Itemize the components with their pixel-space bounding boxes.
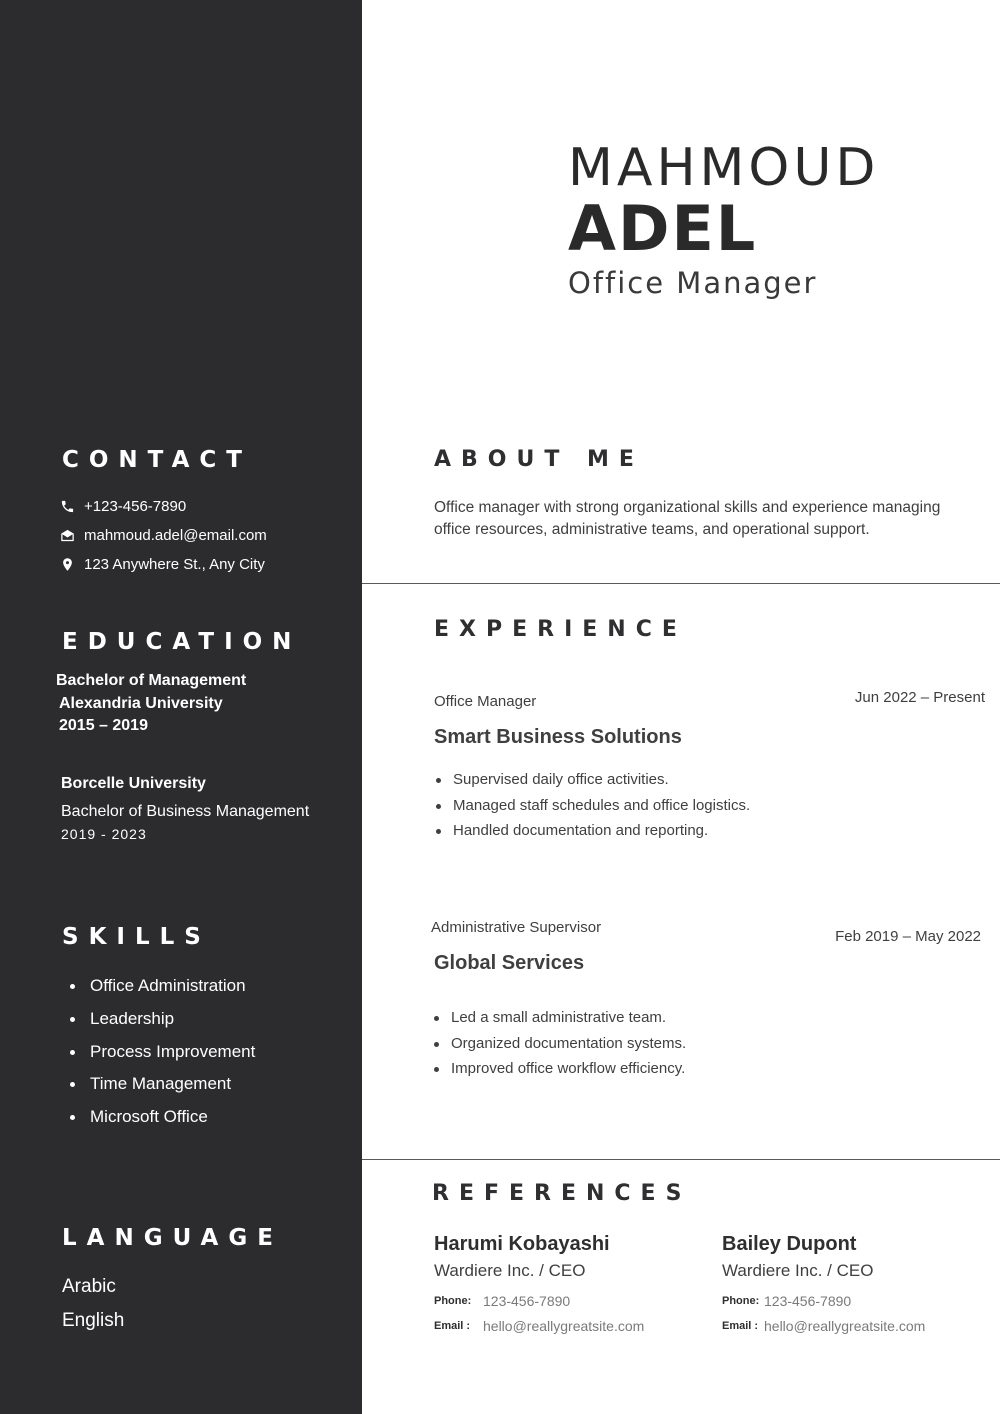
first-name: MAHMOUD: [568, 138, 880, 198]
bullet-text: Improved office workflow efficiency.: [451, 1060, 686, 1077]
language-heading: LANGUAGE: [62, 1225, 283, 1251]
reference-name-2: Bailey Dupont: [722, 1233, 857, 1255]
list-item: [434, 1008, 686, 1034]
bullet: [70, 1017, 75, 1022]
divider: [362, 1159, 1000, 1160]
job-title-2: Administrative Supervisor: [431, 919, 602, 936]
education-heading: EDUCATION: [62, 629, 302, 655]
reference-phone-label-1: Phone:: [434, 1295, 472, 1307]
phone-icon: [58, 497, 76, 515]
reference-phone-1[interactable]: 123-456-7890: [483, 1293, 571, 1309]
about-heading: ABOUT ME: [434, 447, 644, 472]
education-school-2: Borcelle University: [61, 775, 206, 792]
last-name: ADEL: [568, 192, 758, 265]
job-date-2: Feb 2019 – May 2022: [835, 928, 981, 945]
list-item: [436, 796, 750, 822]
skill-item: [70, 1072, 255, 1105]
reference-phone-label-2: Phone:: [722, 1295, 760, 1307]
skills-list: [70, 974, 255, 1138]
bullet-text: Led a small administrative team.: [451, 1009, 667, 1026]
reference-company-1: Wardiere Inc. / CEO: [434, 1261, 586, 1280]
skills-heading: SKILLS: [62, 924, 211, 950]
contact-phone: [58, 497, 186, 515]
reference-name-1: Harumi Kobayashi: [434, 1233, 610, 1255]
bullet: [434, 1067, 439, 1072]
job-bullets-2: [434, 1008, 686, 1085]
company-1: Smart Business Solutions: [434, 726, 682, 748]
skill-label: Time Management: [90, 1074, 232, 1094]
job-bullets-1: [436, 770, 750, 847]
education-years-2: 2019 - 2023: [61, 826, 147, 842]
bullet: [436, 804, 441, 809]
reference-email-label-2: Email :: [722, 1320, 759, 1332]
bullet: [70, 1115, 75, 1120]
contact-email: [58, 526, 267, 544]
email-text[interactable]: mahmoud.adel@email.com: [84, 526, 267, 544]
skill-item: [70, 974, 255, 1007]
bullet: [70, 1050, 75, 1055]
reference-email-label-1: Email :: [434, 1320, 471, 1332]
bullet-text: Organized documentation systems.: [451, 1034, 687, 1052]
bullet: [436, 778, 441, 783]
divider: [362, 583, 1000, 584]
location-pin-icon: [58, 555, 76, 573]
list-item: [434, 1059, 686, 1085]
phone-text[interactable]: +123-456-7890: [84, 497, 187, 515]
company-2: Global Services: [434, 952, 585, 974]
list-item: [436, 770, 750, 796]
references-heading: REFERENCES: [432, 1181, 692, 1206]
reference-email-1[interactable]: hello@reallygreatsite.com: [483, 1318, 645, 1334]
contact-address: [58, 555, 265, 573]
about-text: Office manager with strong organizational skills and experience managing office resources, administrative teams, and operational support.: [434, 499, 941, 538]
skill-label: Process Improvement: [90, 1041, 256, 1061]
skill-item: [70, 1007, 255, 1040]
education-degree-2: Bachelor of Business Management: [61, 803, 310, 820]
education-school-1: Alexandria University: [59, 695, 223, 712]
bullet-text: Managed staff schedules and office logistics.: [453, 796, 751, 814]
bullet: [70, 984, 75, 989]
job-title-1: Office Manager: [434, 693, 537, 710]
mail-icon: [58, 526, 76, 544]
contact-heading: CONTACT: [62, 447, 252, 473]
experience-heading: EXPERIENCE: [434, 617, 687, 642]
skill-label: Office Administration: [90, 976, 246, 995]
bullet-text: Handled documentation and reporting.: [453, 822, 709, 839]
skill-item: [70, 1105, 255, 1138]
reference-company-2: Wardiere Inc. / CEO: [722, 1261, 874, 1280]
skill-item: [70, 1040, 255, 1073]
skill-label: Leadership: [90, 1008, 175, 1028]
reference-phone-2[interactable]: 123-456-7890: [764, 1293, 852, 1309]
bullet: [436, 829, 441, 834]
address-text: 123 Anywhere St., Any City: [84, 555, 265, 573]
bullet: [434, 1016, 439, 1021]
job-role: Office Manager: [568, 266, 818, 300]
education-degree-1: Bachelor of Management: [56, 672, 247, 689]
bullet: [70, 1082, 75, 1087]
language-item: English: [62, 1310, 125, 1331]
education-years-1: 2015 – 2019: [59, 717, 148, 734]
skill-label: Microsoft Office: [90, 1107, 208, 1127]
job-date-1: Jun 2022 – Present: [854, 689, 985, 706]
reference-email-2[interactable]: hello@reallygreatsite.com: [764, 1318, 926, 1334]
language-item: Arabic: [62, 1276, 116, 1297]
bullet: [434, 1042, 439, 1047]
list-item: [434, 1034, 686, 1060]
list-item: [436, 821, 750, 847]
bullet-text: Supervised daily office activities.: [453, 771, 669, 788]
